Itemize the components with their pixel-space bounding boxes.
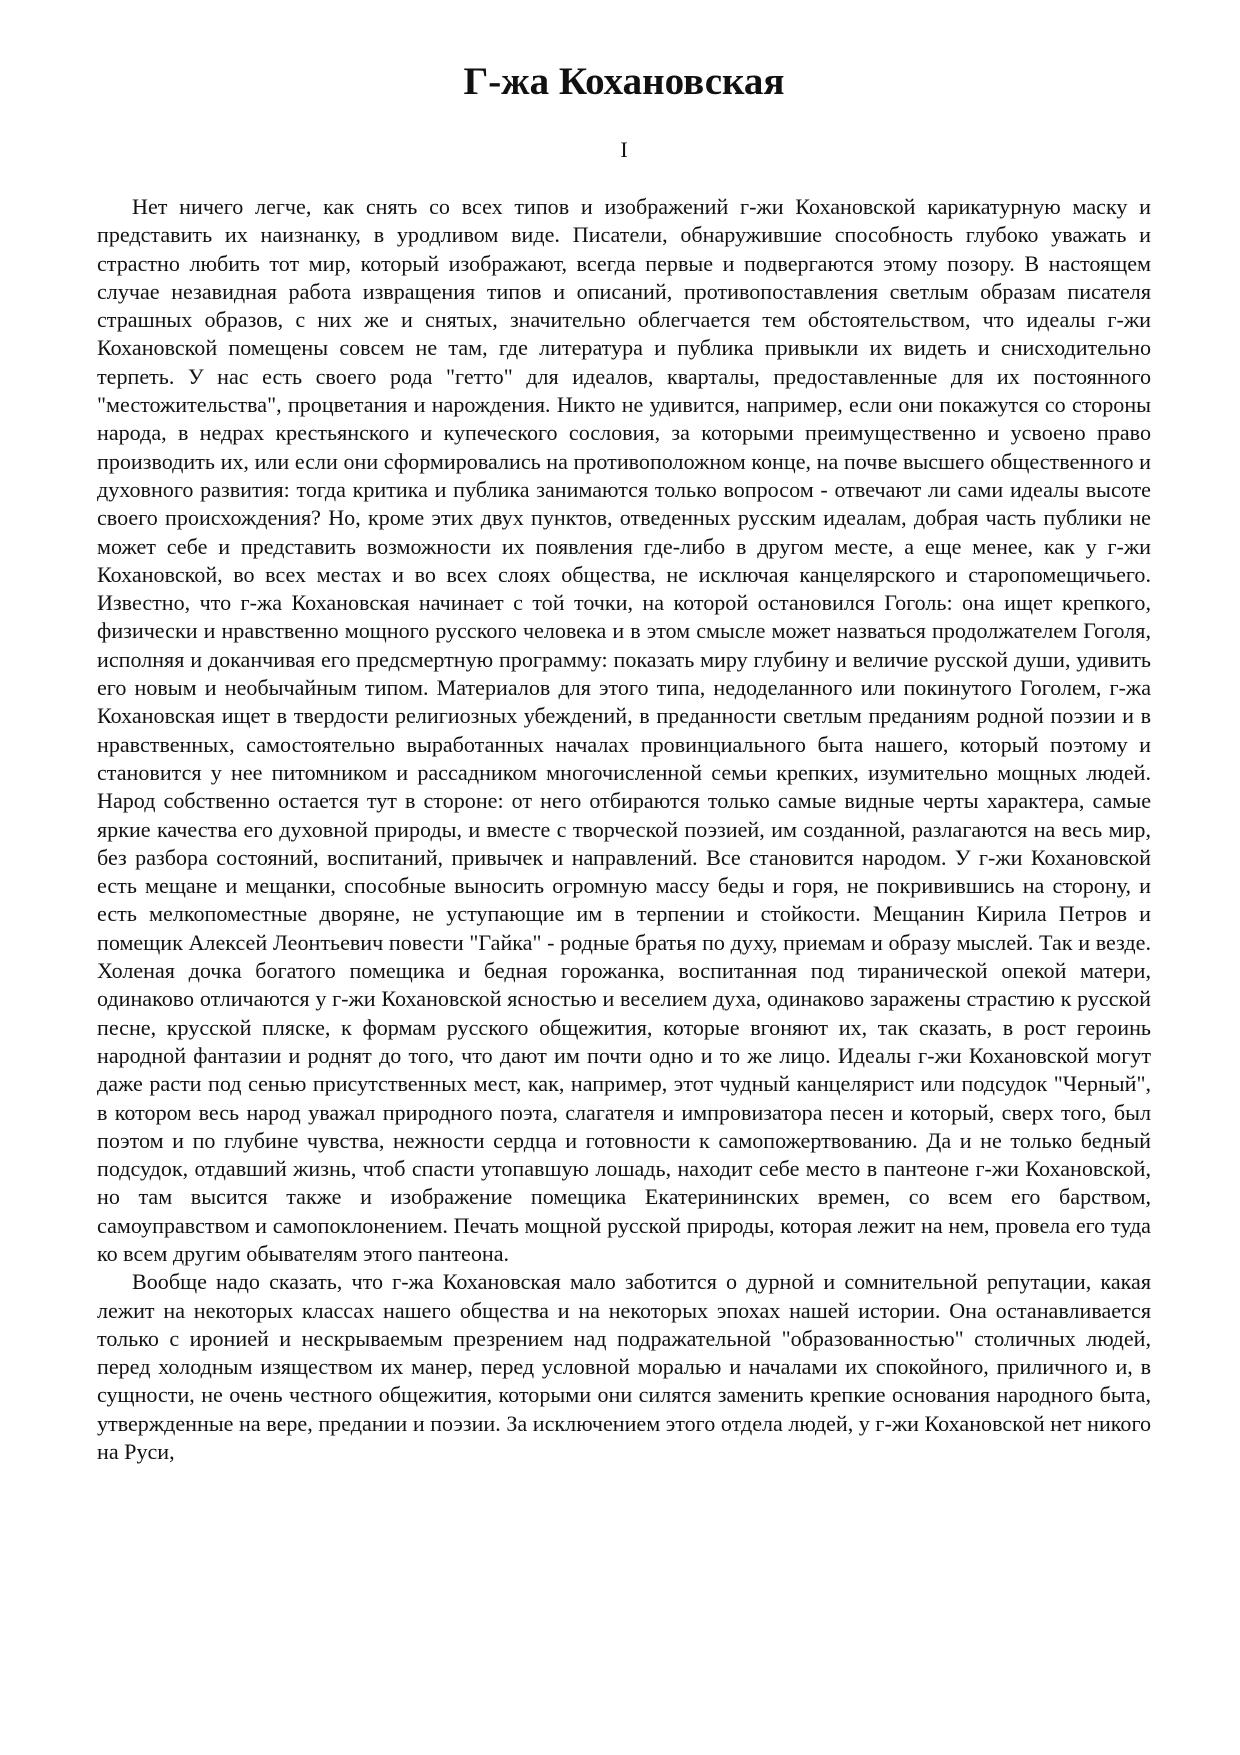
document-title: Г-жа Кохановская: [463, 60, 785, 103]
document-body: [97, 193, 1151, 1466]
chapter-number: I: [620, 137, 628, 162]
document-page: [97, 40, 1151, 1466]
paragraph-2: Вообще надо сказать, что г-жа Кохановская мало заботится о дурной и сомнительной репутации, какая лежит на некоторых классах нашего общества и на некоторых эпохах нашей истории. Она останавливается только с иронией и нескрываемым презрением над подражательной "образованностью" столичных людей, перед холодным изяществом их манер, перед условной моралью и началами их спокойного, приличного и, в сущности, не очень честного общежития, которыми они силятся заменить крепкие основания народного быта, утвержденные на вере, предании и поэзии. За исключением этого отдела людей, у г-жи Кохановской нет никого на Руси,: [97, 1269, 1151, 1465]
paragraph-1: Нет ничего легче, как снять со всех типов и изображений г-жи Кохановской карикатурную маску и представить их наизнанку, в уродливом виде. Писатели, обнаружившие способность глубоко уважать и страстно любить тот мир, который изображают, всегда первые и подвергаются этому позору. В настоящем случае незавидная работа извращения типов и описаний, противопоставления светлым образам писателя страшных образов, с них же и снятых, значительно облегчается тем обстоятельством, что идеалы г-жи Кохановской помещены совсем не там, где литература и публика привыкли их видеть и снисходительно терпеть. У нас есть своего рода "гетто" для идеалов, кварталы, предоставленные для их постоянного "местожительства", процветания и нарождения. Никто не удивится, например, если они покажутся со стороны народа, в недрах крестьянского и купеческого сословия, за которыми преимущественно и усвоено право производить их, или если они сформировались на противоположном конце, на почве высшего общественного и духовного развития: тогда критика и публика занимаются только вопросом - отвечают ли сами идеалы высоте своего происхождения? Но, кроме этих двух пунктов, отведенных русским идеалам, добрая часть публики не может себе и представить возможности их появления где-либо в другом месте, а еще менее, как у г-жи Кохановской, во всех местах и во всех слоях общества, не исключая канцелярского и старопомещичьего. Известно, что г-жа Кохановская начинает с той точки, на которой остановился Гоголь: она ищет крепкого, физически и нравственно мощного русского человека и в этом смысле может назваться продолжателем Гоголя, исполняя и доканчивая его предсмертную программу: показать миру глубину и величие русской души, удивить его новым и необычайным типом. Материалов для этого типа, недоделанного или покинутого Гоголем, г-жа Кохановская ищет в твердости религиозных убеждений, в преданности светлым преданиям родной поэзии и в нравственных, самостоятельно выработанных началах провинциального быта нашего, который поэтому и становится у нее питомником и рассадником многочисленной семьи крепких, изумительно мощных людей. Народ собственно остается тут в стороне: от него отбираются только самые видные черты характера, самые яркие качества его духовной природы, и вместе с творческой поэзией, им созданной, разлагаются на весь мир, без разбора состояний, воспитаний, привычек и направлений. Все становится народом. У г-жи Кохановской есть мещане и мещанки, способные выносить огромную массу беды и горя, не покривившись на сторону, и есть мелкопоместные дворяне, не уступающие им в терпении и стойкости. Мещанин Кирила Петров и помещик Алексей Леонтьевич повести "Гайка" - родные братья по духу, приемам и образу мыслей. Так и везде. Холеная дочка богатого помещика и бедная горожанка, воспитанная под тиранической опекой матери, одинаково отличаются у г-жи Кохановской ясностью и веселием духа, одинаково заражены страстию к русской песне, крусской пляске, к формам русского общежития, которые вгоняют их, так сказать, в рост героинь народной фантазии и роднят до того, что дают им почти одно и то же лицо. Идеалы г-жи Кохановской могут даже расти под сенью присутственных мест, как, например, этот чудный канцелярист или подсудок "Черный", в котором весь народ уважал природного поэта, слагателя и импровизатора песен и который, сверх того, был поэтом и по глубине чувства, нежности сердца и готовности к самопожертвованию. Да и не только бедный подсудок, отдавший жизнь, чтоб спасти утопавшую лошадь, находит себе место в пантеоне г-жи Кохановской, но там высится также и изображение помещика Екатерининских времен, со всем его барством, самоуправством и самопоклонением. Печать мощной русской природы, которая лежит на нем, провела его туда ко всем другим обывателям этого пантеона.: [97, 194, 1151, 1266]
